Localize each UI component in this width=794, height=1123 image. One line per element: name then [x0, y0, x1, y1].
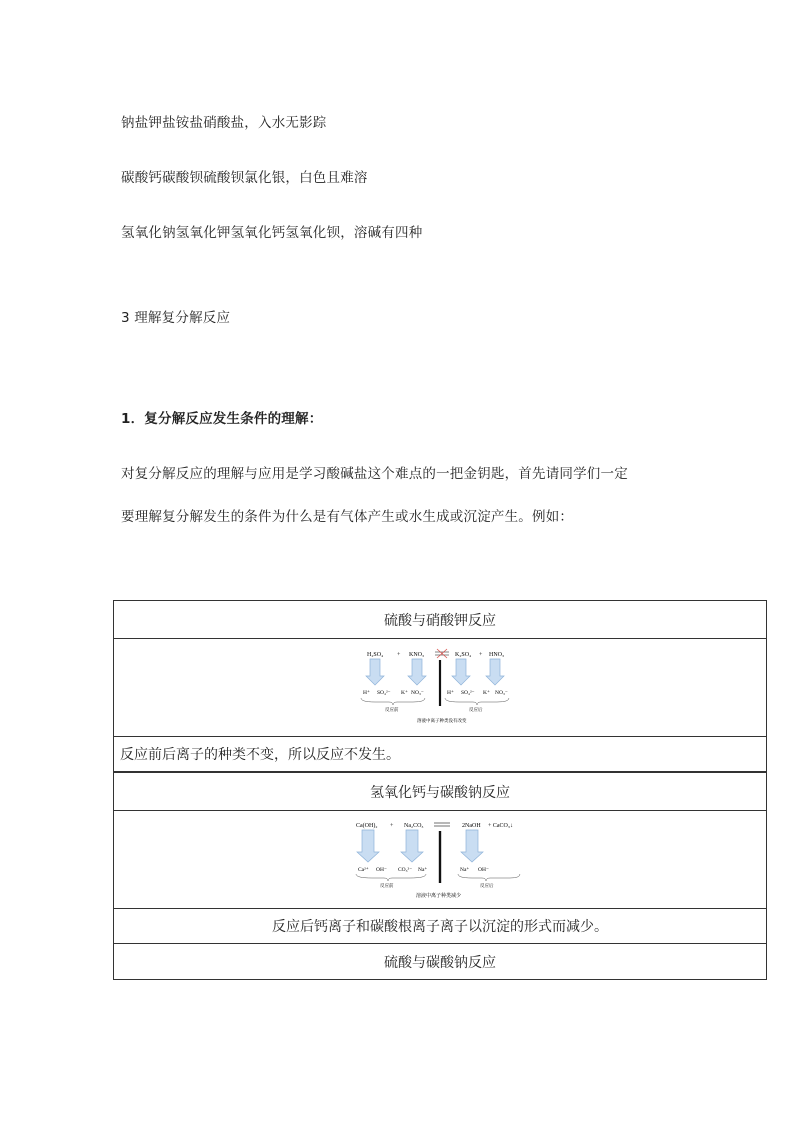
cross-equals-icon	[435, 649, 449, 658]
rule-line-3: 氢氧化钠氢氧化钾氢氧化钙氢氧化钡，溶碱有四种	[121, 225, 423, 241]
brace-left	[356, 874, 426, 881]
t1-after-label: 反应后	[469, 707, 483, 713]
reaction-table-2	[113, 772, 767, 944]
table2-diagram-cell	[114, 811, 766, 909]
t2-after-label: 反应后	[480, 883, 494, 889]
arrow-down-icon	[486, 659, 504, 685]
paragraph-line-1: 对复分解反应的理解与应用是学习酸碱盐这个难点的一把金钥匙，首先请同学们一定	[121, 466, 628, 482]
rule-line-2: 碳酸钙碳酸钡硫酸钡氯化银，白色且难溶	[121, 170, 368, 186]
table1-title: 硫酸与硝酸钾反应	[114, 601, 766, 639]
t1-ion-l3: K⁺	[401, 689, 408, 696]
t2-ion-l4: Na⁺	[418, 866, 428, 873]
arrow-down-icon	[461, 830, 483, 862]
t2-ion-l1: Ca²⁺	[358, 866, 369, 873]
t1-before-label: 反应前	[385, 707, 399, 713]
table1-ion-diagram	[355, 648, 525, 728]
table2-title: 氢氧化钙与碳酸钠反应	[114, 773, 766, 811]
reaction-table-3	[113, 943, 767, 980]
subsection-title: 1．复分解反应发生条件的理解：	[121, 411, 323, 427]
equals-icon	[434, 823, 450, 826]
t2-ion-l3: CO₃²⁻	[398, 866, 413, 873]
t2-formula-r1: 2NaOH	[462, 822, 481, 829]
t1-ion-r4: NO₃⁻	[495, 689, 508, 696]
t2-ion-l2: OH⁻	[376, 866, 387, 873]
table3-title: 硫酸与碳酸钠反应	[384, 954, 496, 971]
t2-before-label: 反应前	[380, 883, 394, 889]
rule-line-1: 钠盐钾盐铵盐硝酸盐，入水无影踪	[121, 115, 327, 131]
t1-ion-r2: SO₄²⁻	[461, 689, 475, 696]
table1-diagram-cell	[114, 639, 766, 737]
t1-ion-l2: SO₄²⁻	[377, 689, 391, 696]
t2-formula-r2: + CaCO₃↓	[488, 822, 513, 829]
t1-formula-r3: HNO₃	[489, 651, 505, 658]
t1-formula-r2: +	[479, 651, 483, 658]
brace-right	[458, 874, 520, 881]
t1-ion-l1: H⁺	[363, 689, 370, 696]
arrow-down-icon	[452, 659, 470, 685]
arrow-down-icon	[357, 830, 379, 862]
t2-ion-r1: Na⁺	[460, 866, 470, 873]
paragraph-line-2: 要理解复分解发生的条件为什么是有气体产生或水生成或沉淀产生。例如：	[121, 509, 574, 525]
t2-caption: 溶液中离子种类减少	[416, 892, 462, 899]
t2-ion-r2: OH⁻	[478, 866, 489, 873]
brace-right	[445, 698, 509, 705]
reaction-table-1	[113, 600, 767, 772]
section-title: 3 理解复分解反应	[121, 310, 231, 326]
table1-note: 反应前后离子的种类不变，所以反应不发生。	[120, 747, 400, 763]
t1-caption: 溶液中离子种类没有改变	[417, 718, 467, 724]
table2-ion-diagram	[350, 819, 530, 901]
t1-ion-r1: H⁺	[447, 689, 454, 696]
arrow-down-icon	[401, 830, 423, 862]
t1-ion-l4: NO₃⁻	[411, 689, 424, 696]
brace-left	[361, 698, 425, 705]
arrow-down-icon	[366, 659, 384, 685]
t2-formula-l2: +	[390, 822, 394, 829]
table2-note: 反应后钙离子和碳酸根离子离子以沉淀的形式而减少。	[272, 919, 608, 935]
t1-formula-l3: KNO₃	[409, 651, 425, 658]
t1-formula-l2: +	[397, 651, 401, 658]
t1-formula-l1: H₂SO₄	[367, 651, 384, 658]
t1-formula-r1: K₂SO₄	[455, 651, 472, 658]
arrow-down-icon	[408, 659, 426, 685]
t2-formula-l1: Ca(OH)₂	[356, 822, 378, 829]
t1-ion-r3: K⁺	[483, 689, 490, 696]
t2-formula-l3: Na₂CO₃	[404, 822, 424, 829]
